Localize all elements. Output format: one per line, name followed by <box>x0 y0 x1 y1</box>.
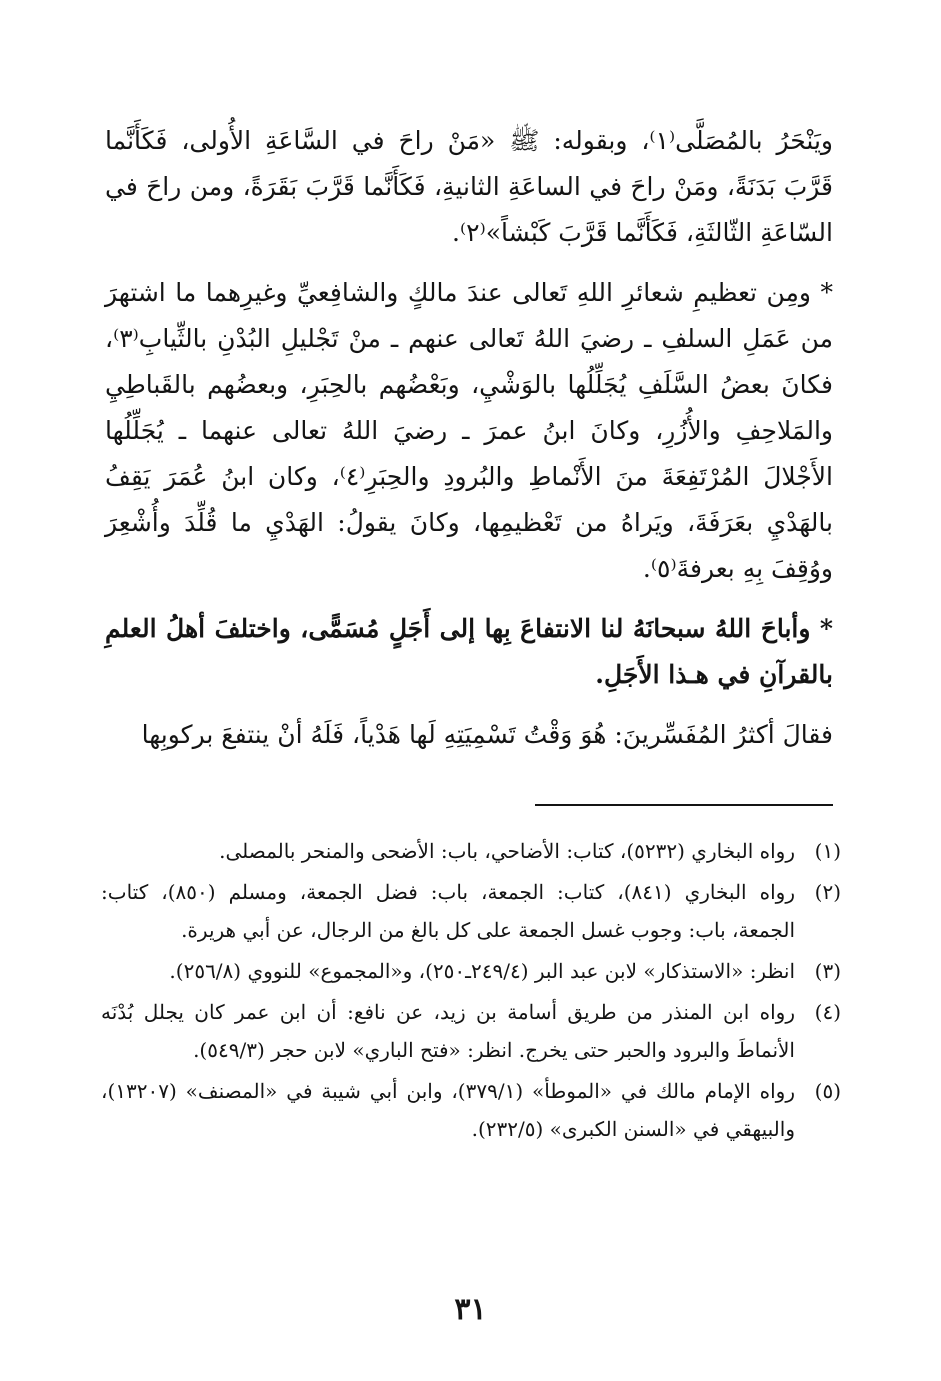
page-number: ٣١ <box>454 1292 487 1327</box>
footnote-1 <box>101 832 841 870</box>
footnote-5 <box>101 1072 841 1148</box>
footnote-text: رواه ابن المنذر من طريق أسامة بن زيد، عن نافع: أن ابن عمر كان يجلل بُدْنَه الأنماطَ والبرود والحبر حتى يخرج. انظر: «فتح الباري» لابن حجر (٥٤٩/٣). <box>101 1000 795 1062</box>
footnote-3 <box>101 952 841 990</box>
paragraph-3: * وأباحَ اللهُ سبحانَهُ لنا الانتفاعَ بِها إلى أَجَلٍ مُسَمًّى، واختلفَ أهلُ العلمِ بالقرآنِ في هـذا الأَجَلِ. <box>105 614 833 689</box>
footnote-number: (١) <box>814 839 841 863</box>
footnote-number: (٥) <box>814 1079 841 1103</box>
paragraph-4: فقالَ أكثرُ المُفَسِّرينَ: هُوَ وَقْتُ تَسْمِيَتِهِ لَها هَدْياً، فَلَهُ أنْ ينتفعَ بركوبِها <box>141 720 833 749</box>
footnote-4 <box>101 993 841 1069</box>
footnote-text: رواه البخاري (٨٤١)، كتاب: الجمعة، باب: فضل الجمعة، ومسلم (٨٥٠)، كتاب: الجمعة، باب: وجوب غسل الجمعة على كل بالغ من الرجال، عن أبي هريرة. <box>101 880 795 942</box>
footnote-2 <box>101 873 841 949</box>
footnotes-list <box>101 832 841 1151</box>
footnote-separator <box>535 804 833 806</box>
footnote-number: (٢) <box>814 880 841 904</box>
paragraph-1: ويَنْحَرُ بالمُصَلَّى⁽١⁾، وبقوله: ﷺ «مَنْ راحَ في السَّاعَةِ الأُولى، فَكَأَنَّما قَرَّبَ بَدَنَةً، ومَنْ راحَ في الساعَةِ الثانيةِ، فَكَأَنَّما قَرَّبَ بَقَرَةً، ومن راحَ في السّاعَةِ الثّالثَةِ، فَكَأَنَّما قَرَّبَ كَبْشاً»⁽٢⁾. <box>105 126 833 247</box>
main-text <box>105 118 833 758</box>
footnote-text: رواه الإمام مالك في «الموطأ» (٣٧٩/١)، وابن أبي شيبة في «المصنف» (١٣٢٠٧)، والبيهقي في «السنن الكبرى» (٢٣٢/٥). <box>101 1079 795 1141</box>
footnote-text: رواه البخاري (٥٢٣٢)، كتاب: الأضاحي، باب: الأضحى والمنحر بالمصلى. <box>219 839 795 863</box>
paragraph-2: * ومِن تعظيمِ شعائرِ اللهِ تَعالى عندَ مالكٍ والشافِعيِّ وغيرِهما ما اشتهرَ من عَمَلِ السلفِ ـ رضيَ اللهُ تَعالى عنهم ـ منْ تَجْليلِ البُدْنِ بالثِّيابِ⁽٣⁾، فكانَ بعضُ السَّلَفِ يُجَلِّلُها بالوَشْيِ، وبَعْضُهم بالحِبَرِ، وبعضُهم بالقَباطِيِ والمَلاحِفِ والأُزُرِ، وكانَ ابنُ عمرَ ـ رضيَ اللهُ تعالى عنهما ـ يُجَلِّلُها الأَجْلالَ المُرْتَفِعَةَ منَ الأَنْماطِ والبُرودِ والحِبَرِ⁽٤⁾، وكان ابنُ عُمَرَ يَقِفُ بالهَدْيِ بعَرَفَةَ، ويَراهُ من تَعْظيمِها، وكانَ يقولُ: الهَدْيِ ما قُلِّدَ وأُشْعِرَ ووُقِفَ بِهِ بعرفةَ⁽٥⁾. <box>105 278 834 583</box>
footnote-text: انظر: «الاستذكار» لابن عبد البر (٢٤٩/٤ـ٢٥٠)، و«المجموع» للنووي (٢٥٦/٨). <box>169 959 795 983</box>
footnote-number: (٤) <box>814 1000 841 1024</box>
footnote-number: (٣) <box>814 959 841 983</box>
